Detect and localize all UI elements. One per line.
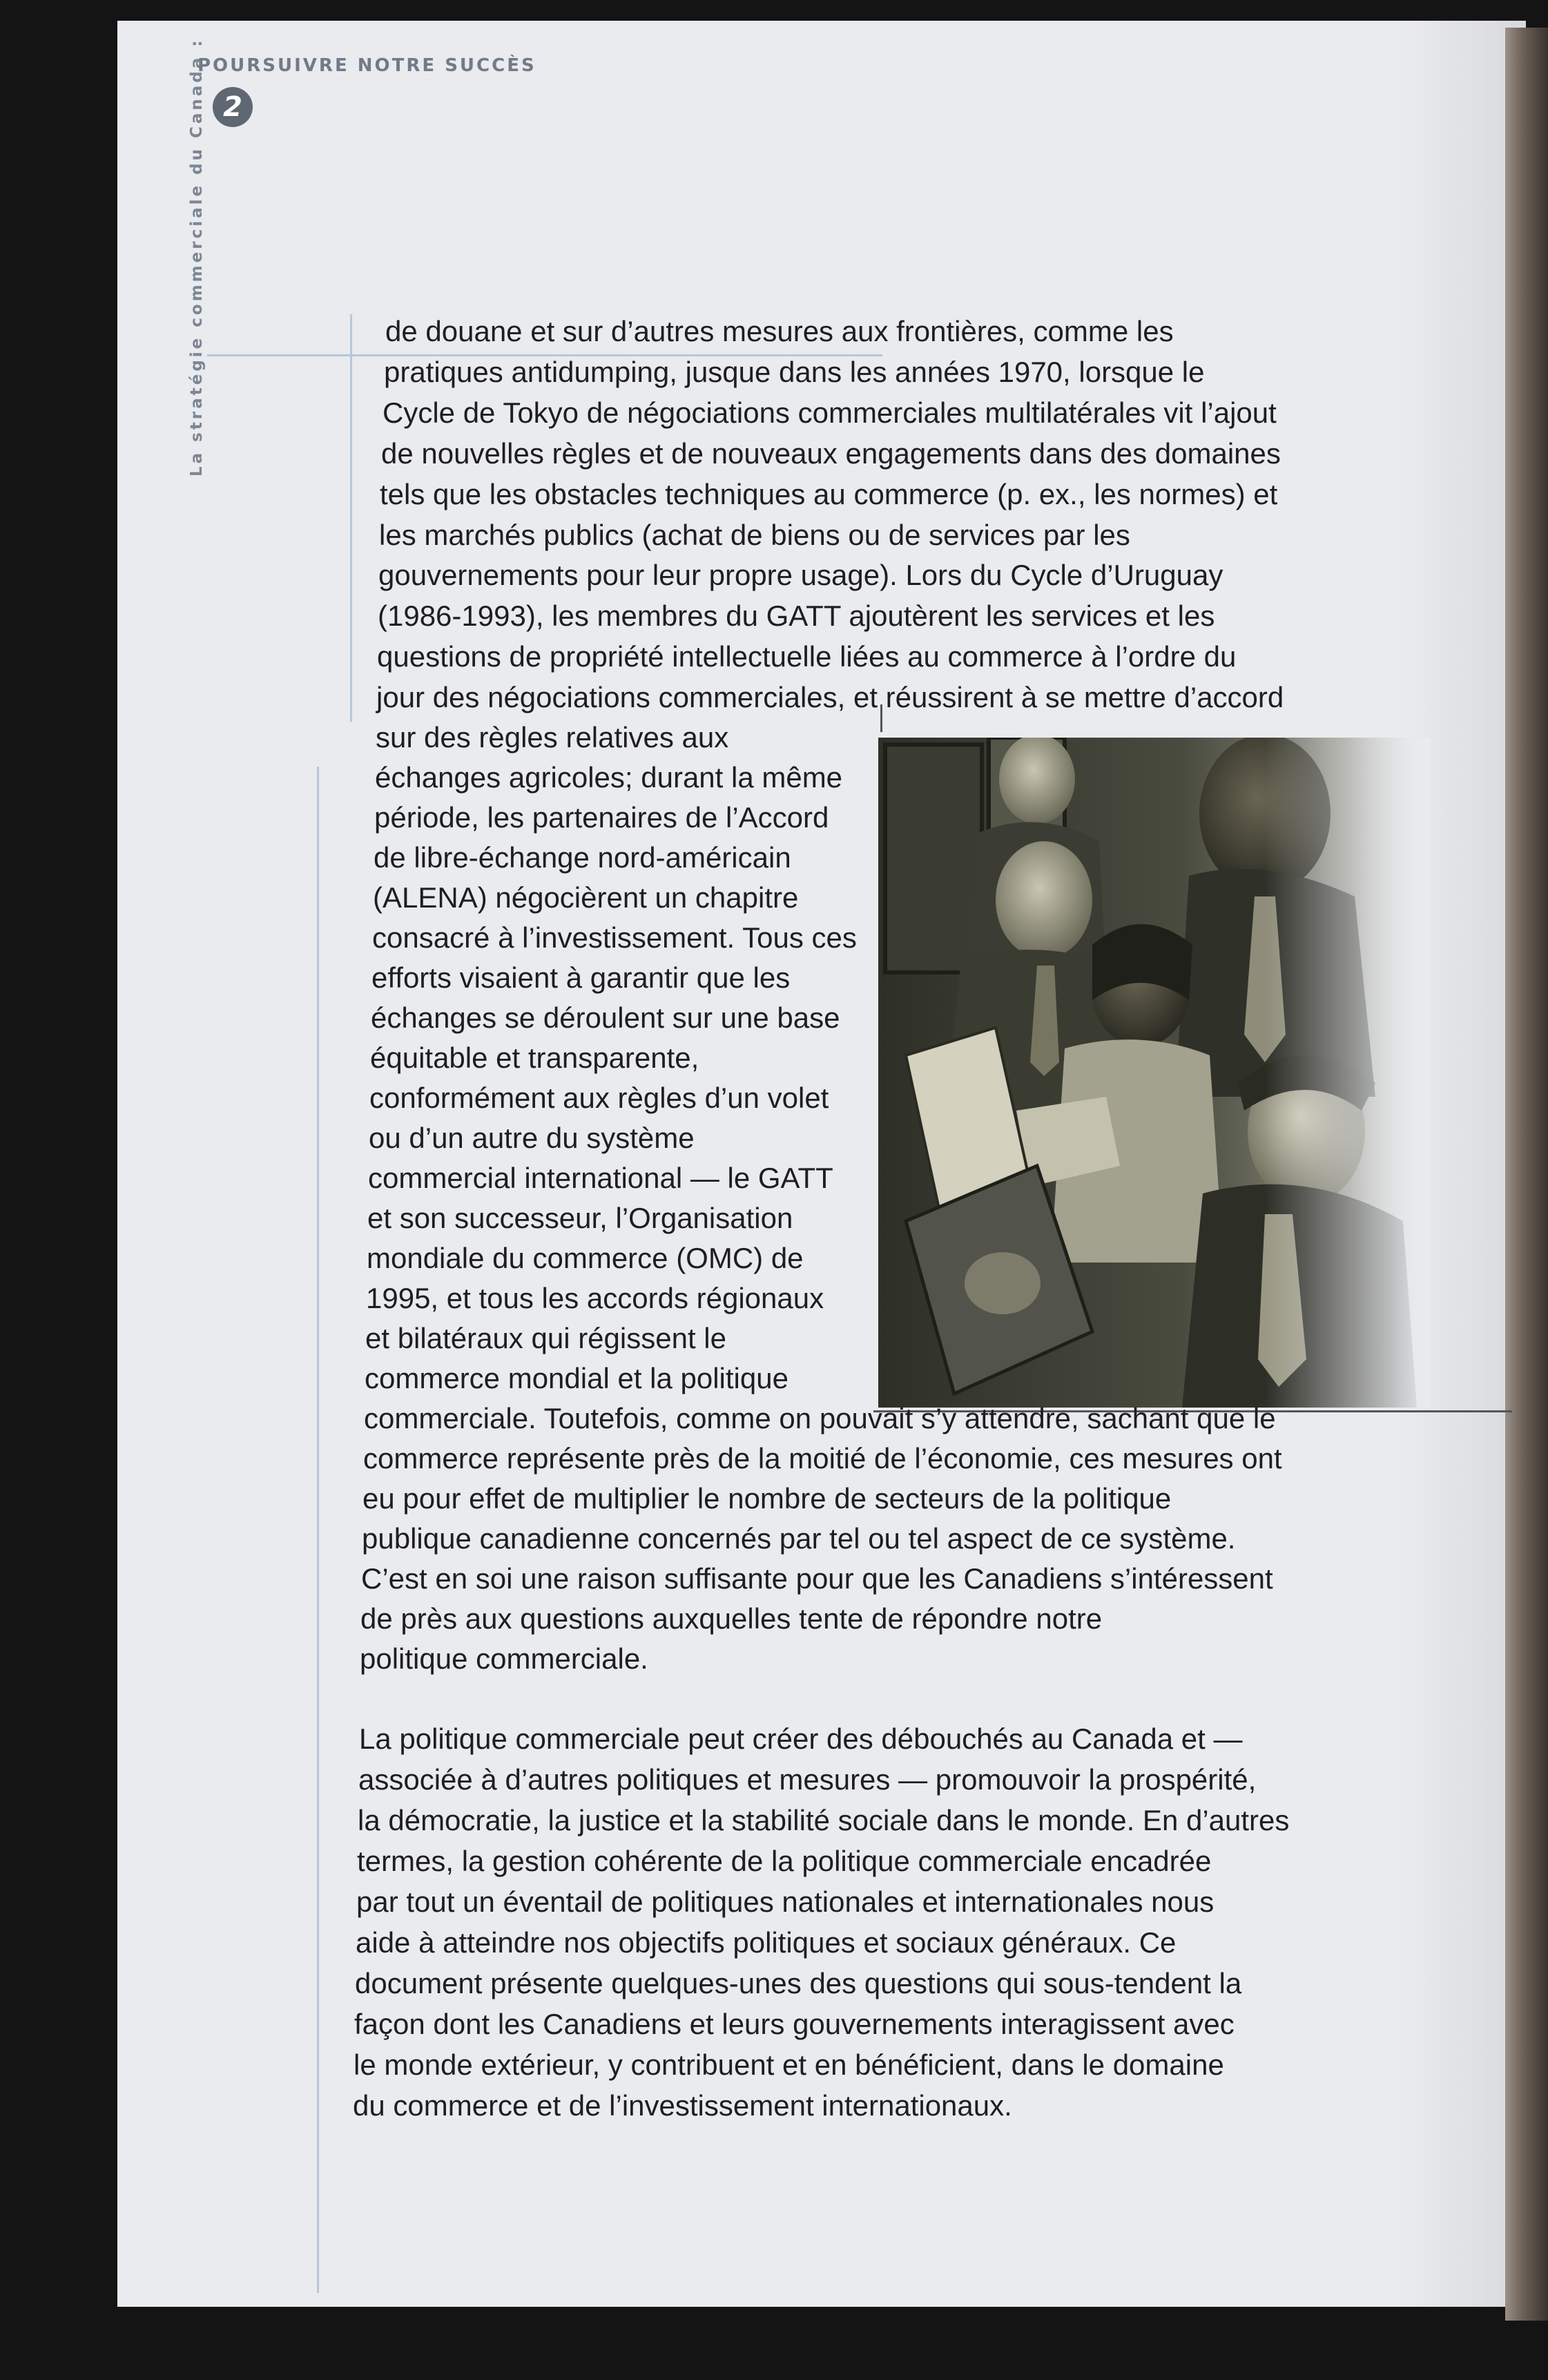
text-line: (1986-1993), les membres du GATT ajoutèrent les services et les	[378, 599, 1215, 632]
text-line: échanges se déroulent sur une base	[371, 1001, 840, 1034]
text-line: commerciale. Toutefois, comme on pouvait s’y attendre, sachant que le	[364, 1402, 1276, 1434]
business-people-photo	[878, 738, 1431, 1408]
text-line: politique commerciale.	[360, 1642, 648, 1675]
text-line: efforts visaient à garantir que les	[371, 961, 791, 994]
text-line: de libre-échange nord-américain	[374, 841, 791, 874]
text-line: les marchés publics (achat de biens ou de services par les	[379, 519, 1130, 551]
text-line: sur des règles relatives aux	[376, 721, 729, 754]
text-line: Cycle de Tokyo de négociations commerciales multilatérales vit l’ajout	[383, 396, 1277, 429]
text-line: termes, la gestion cohérente de la politique commerciale encadrée	[357, 1845, 1212, 1877]
vertical-running-title: La stratégie commerciale du Canada :	[188, 37, 206, 477]
text-line: et bilatéraux qui régissent le	[365, 1322, 726, 1354]
text-line: de douane et sur d’autres mesures aux frontières, comme les	[385, 315, 1174, 347]
text-line: consacré à l’investissement. Tous ces	[372, 921, 857, 954]
text-line: commercial international — le GATT	[368, 1162, 833, 1194]
text-line: et son successeur, l’Organisation	[367, 1202, 793, 1234]
text-line: commerce mondial et la politique	[365, 1362, 788, 1394]
text-line: questions de propriété intellectuelle liées au commerce à l’ordre du	[377, 640, 1237, 673]
text-line: (ALENA) négocièrent un chapitre	[373, 881, 799, 914]
text-line: aide à atteindre nos objectifs politiques et sociaux généraux. Ce	[356, 1926, 1177, 1959]
margin-rule-top	[350, 314, 352, 722]
text-line: jour des négociations commerciales, et réussirent à se mettre d’accord	[376, 681, 1284, 713]
text-line: ou d’un autre du système	[369, 1122, 695, 1154]
text-line: période, les partenaires de l’Accord	[374, 801, 829, 834]
text-line: mondiale du commerce (OMC) de	[367, 1242, 804, 1274]
text-line: par tout un éventail de politiques nationales et internationales nous	[356, 1885, 1215, 1918]
text-line: tels que les obstacles techniques au commerce (p. ex., les normes) et	[380, 478, 1278, 510]
text-line: façon dont les Canadiens et leurs gouvernements interagissent avec	[354, 2008, 1235, 2040]
text-line: publique canadienne concernés par tel ou tel aspect de ce système.	[362, 1522, 1236, 1555]
margin-rule-main	[317, 767, 319, 2293]
text-line: la démocratie, la justice et la stabilité sociale dans le monde. En d’autres	[358, 1804, 1290, 1836]
text-line: pratiques antidumping, jusque dans les années 1970, lorsque le	[384, 356, 1205, 388]
text-line: C’est en soi une raison suffisante pour que les Canadiens s’intéressent	[361, 1562, 1273, 1595]
adjacent-page-edge	[1505, 28, 1548, 2321]
text-line: de près aux questions auxquelles tente de répondre notre	[360, 1602, 1103, 1635]
series-label: POURSUIVRE NOTRE SUCCÈS	[197, 55, 536, 76]
text-line: eu pour effet de multiplier le nombre de secteurs de la politique	[362, 1482, 1172, 1515]
text-line: conformément aux règles d’un volet	[369, 1082, 829, 1114]
photo-illustration	[878, 738, 1431, 1408]
text-line: de nouvelles règles et de nouveaux engagements dans des domaines	[381, 437, 1281, 470]
text-line: le monde extérieur, y contribuent et en bénéficient, dans le domaine	[354, 2048, 1224, 2081]
text-line: échanges agricoles; durant la même	[375, 761, 843, 794]
text-line: document présente quelques-unes des questions qui sous-tendent la	[355, 1967, 1242, 1999]
page-number-badge: 2	[213, 87, 253, 127]
text-line: La politique commerciale peut créer des débouchés au Canada et —	[359, 1722, 1243, 1755]
text-line: 1995, et tous les accords régionaux	[366, 1282, 824, 1314]
text-line: commerce représente près de la moitié de l’économie, ces mesures ont	[363, 1442, 1282, 1475]
text-line: gouvernements pour leur propre usage). Lors du Cycle d’Uruguay	[378, 559, 1223, 591]
text-line: du commerce et de l’investissement internationaux.	[353, 2089, 1012, 2122]
text-line: équitable et transparente,	[370, 1042, 699, 1074]
text-line: associée à d’autres politiques et mesures — promouvoir la prospérité,	[358, 1763, 1257, 1796]
